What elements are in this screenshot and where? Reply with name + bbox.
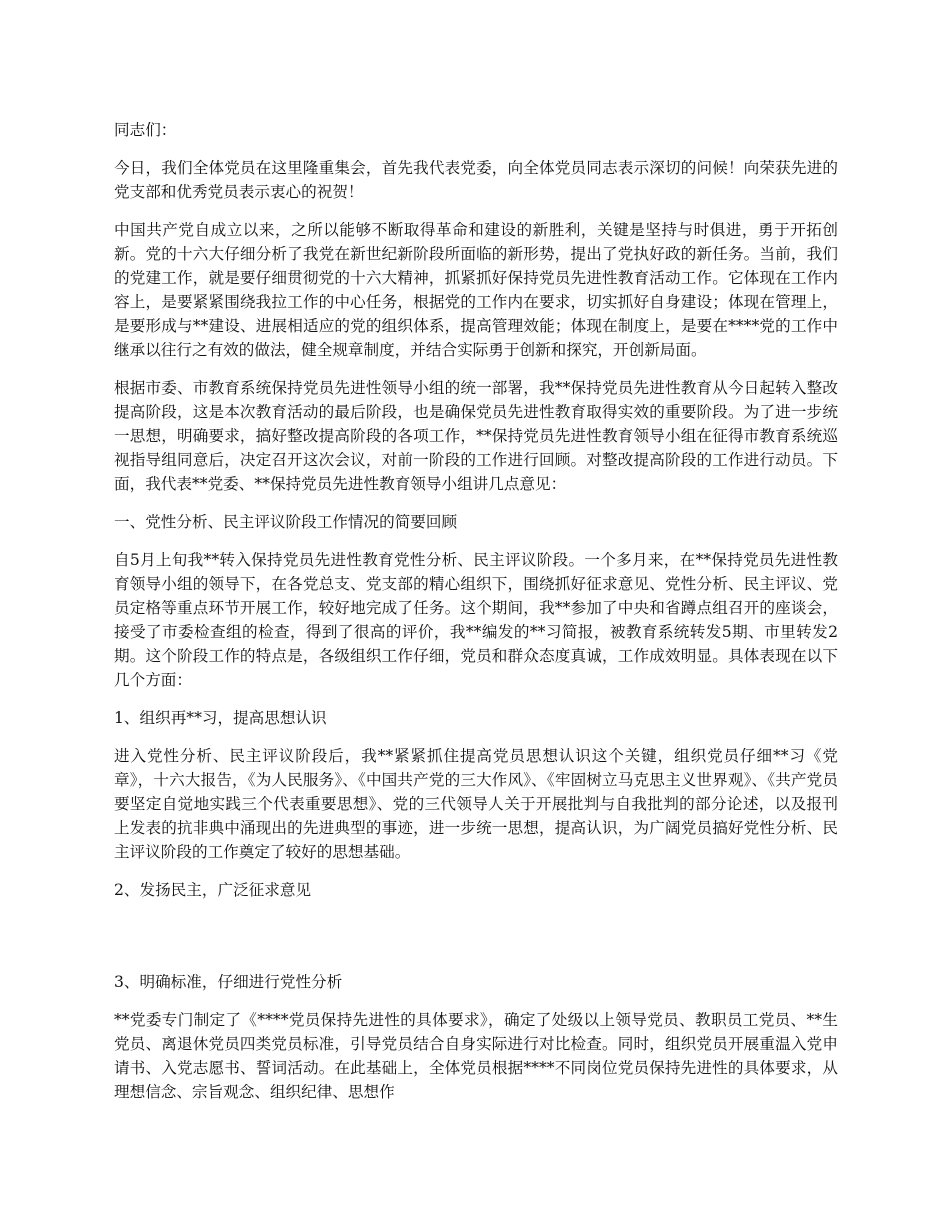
document-body [114, 118, 838, 1118]
paragraph-party-history: 中国共产党自成立以来，之所以能够不断取得革命和建设的新胜利，关键是坚持与时俱进，勇于开拓创新。党的十六大仔细分析了我党在新世纪新阶段所面临的新形势，提出了党执好政的新任务。当前，我们的党建工作，就是要仔细贯彻党的十六大精神，抓紧抓好保持党员先进性教育活动工作。它体现在工作内容上，是要紧紧围绕我拉工作的中心任务，根据党的工作内在要求，切实抓好自身建设；体现在管理上，是要形成与**建设、进展相适应的党的组织体系，提高管理效能；体现在制度上，是要在****党的工作中继承以往行之有效的做法，健全规章制度，并结合实际勇于创新和探究，开创新局面。 [114, 221, 838, 359]
paragraph-study: 进入党性分析、民主评议阶段后，我**紧紧抓住提高党员思想认识这个关键，组织党员仔细**习《党章》，十六大报告，《为人民服务》、《中国共产党的三大作风》、《牢固树立马克思主义世界观》、《共产党员要坚定自觉地实践三个代表重要思想》、党的三代领导人关于开展批判与自我批判的部分论述，以及报刊上发表的抗非典中涌现出的先进典型的事迹，进一步统一思想，提高认识，为广阔党员搞好党性分析、民主评议阶段的工作奠定了较好的思想基础。 [114, 747, 838, 861]
paragraph-standards: **党委专门制定了《****党员保持先进性的具体要求》，确定了处级以上领导党员、教职员工党员、**生党员、离退休党员四类党员标准，引导党员结合自身实际进行对比检查。同时，组织党员开展重温入党申请书、入党志愿书、誓词活动。在此基础上，全体党员根据****不同岗位党员保持先进性的具体要求，从理想信念、宗旨观念、组织纪律、思想作 [114, 1011, 838, 1101]
subheading-2: 2、发扬民主，广泛征求意见 [114, 881, 312, 899]
greeting: 同志们： [114, 121, 177, 139]
paragraph-deployment: 根据市委、市教育系统保持党员先进性领导小组的统一部署，我**保持党员先进性教育从今日起转入整改提高阶段，这是本次教育活动的最后阶段，也是确保党员先进性教育取得实效的重要阶段。为了进一步统一思想，明确要求，搞好整改提高阶段的各项工作，**保持党员先进性教育领导小组在征得市教育系统巡视指导组同意后，决定召开这次会议，对前一阶段的工作进行回顾。对整改提高阶段的工作进行动员。下面，我代表**党委、**保持党员先进性教育领导小组讲几点意见： [114, 379, 838, 493]
subheading-1: 1、组织再**习，提高思想认识 [114, 709, 327, 727]
subheading-3: 3、明确标准，仔细进行党性分析 [114, 973, 343, 991]
paragraph-review: 自5月上旬我**转入保持党员先进性教育党性分析、民主评议阶段。一个多月来，在**保持党员先进性教育领导小组的领导下，在各党总支、党支部的精心组织下，围绕抓好征求意见、党性分析、民主评议、党员定格等重点环节开展工作，较好地完成了任务。这个期间，我**参加了中央和省蹲点组召开的座谈会，接受了市委检查组的检查，得到了很高的评价，我**编发的**习简报，被教育系统转发5期、市里转发2期。这个阶段工作的特点是，各级组织工作仔细，党员和群众态度真诚，工作成效明显。具体表现在以下几个方面： [114, 551, 838, 689]
paragraph-opening: 今日，我们全体党员在这里隆重集会，首先我代表党委，向全体党员同志表示深切的问候！向荣获先进的党支部和优秀党员表示衷心的祝贺！ [114, 159, 838, 201]
section-heading-1: 一、党性分析、民主评议阶段工作情况的简要回顾 [114, 513, 458, 531]
blank-gap [114, 916, 838, 970]
